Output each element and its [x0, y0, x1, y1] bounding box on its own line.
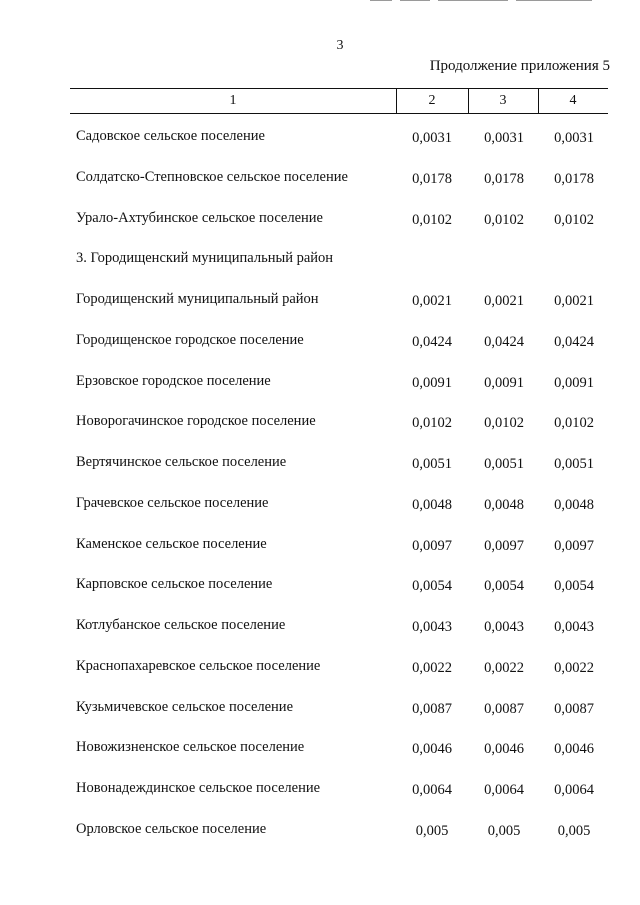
row-name: Городищенское городское поселение [76, 331, 304, 348]
row-value-col-4: 0,0051 [554, 456, 594, 472]
row-name: Солдатско-Степновское сельское поселение [76, 168, 348, 185]
row-value-col-2: 0,0022 [412, 659, 452, 676]
row-value-col-4: 0,0087 [554, 700, 594, 717]
table-row [0, 573, 640, 614]
table-row [0, 696, 640, 737]
scan-header-marks [360, 0, 600, 4]
row-value-col-3: 0,0051 [484, 456, 524, 472]
row-value-col-4: 0,0178 [554, 170, 594, 187]
row-value-col-3: 0,0021 [484, 293, 524, 309]
row-value-col-3: 0,0031 [484, 130, 524, 146]
table-row [0, 533, 640, 574]
row-value-col-3: 0,0091 [484, 374, 524, 391]
row-name: Садовское сельское поселение [76, 128, 265, 144]
row-name: Орловское сельское поселение [76, 820, 267, 837]
table-row [0, 492, 640, 533]
table-row [0, 288, 640, 329]
row-name: Новонадеждинское сельское поселение [76, 780, 321, 796]
row-value-col-2: 0,0048 [412, 496, 452, 513]
header-col-1: 1 [229, 93, 237, 108]
row-value-col-2: 0,0097 [412, 537, 452, 554]
row-value-col-4: 0,0102 [554, 211, 594, 228]
table-row [0, 207, 640, 248]
row-name: Котлубанское сельское поселение [76, 617, 286, 633]
table-row [0, 655, 640, 696]
row-value-col-3: 0,0102 [484, 211, 524, 228]
row-value-col-4: 0,0102 [554, 415, 594, 432]
row-value-col-3: 0,005 [487, 822, 521, 839]
row-name: Грачевское сельское поселение [76, 494, 269, 511]
row-value-col-2: 0,0424 [412, 333, 452, 350]
row-name: Новорогачинское городское поселение [76, 413, 316, 430]
row-value-col-2: 0,0087 [412, 700, 452, 717]
row-value-col-3: 0,0054 [484, 578, 524, 595]
row-value-col-4: 0,0091 [554, 374, 594, 391]
row-value-col-2: 0,0046 [412, 741, 452, 758]
row-value-col-3: 0,0046 [484, 741, 524, 758]
row-value-col-2: 0,0043 [412, 619, 452, 635]
row-name: Ерзовское городское поселение [76, 372, 271, 389]
row-value-col-4: 0,0022 [554, 659, 594, 676]
row-value-col-2: 0,0091 [412, 374, 452, 391]
row-value-col-4: 0,0097 [554, 537, 594, 554]
row-name: Краснопахаревское сельское поселение [76, 657, 321, 674]
row-value-col-3: 0,0048 [484, 496, 524, 513]
row-value-col-4: 0,0043 [554, 619, 594, 635]
row-value-col-3: 0,0097 [484, 537, 524, 554]
row-value-col-4: 0,0424 [554, 333, 594, 350]
table-header [70, 88, 608, 114]
row-name: Урало-Ахтубинское сельское поселение [76, 209, 323, 226]
table-row [0, 614, 640, 655]
header-col-3: 3 [499, 93, 507, 108]
row-value-col-2: 0,0064 [412, 782, 452, 798]
row-value-col-4: 0,0031 [554, 130, 594, 146]
row-value-col-3: 0,0064 [484, 782, 524, 798]
row-value-col-2: 0,005 [415, 822, 449, 839]
table-row [0, 736, 640, 777]
row-value-col-4: 0,0048 [554, 496, 594, 513]
continuation-label: Продолжение приложения 5 [429, 58, 610, 74]
row-value-col-2: 0,0178 [412, 170, 452, 187]
header-col-2: 2 [428, 93, 436, 108]
table-row [0, 247, 640, 288]
row-value-col-2: 0,0102 [412, 211, 452, 228]
row-name: Новожизненское сельское поселение [76, 739, 305, 756]
row-value-col-3: 0,0022 [484, 659, 524, 676]
row-name: Каменское сельское поселение [76, 535, 267, 552]
table-row [0, 777, 640, 818]
row-value-col-3: 0,0424 [484, 333, 524, 350]
table-row [0, 125, 640, 166]
table-row [0, 166, 640, 207]
row-value-col-2: 0,0031 [412, 130, 452, 146]
header-col-4: 4 [569, 93, 577, 108]
table-row [0, 329, 640, 370]
row-name: Вертячинское сельское поселение [76, 454, 287, 470]
row-value-col-2: 0,0054 [412, 578, 452, 595]
row-name: Карповское сельское поселение [76, 576, 273, 593]
row-value-col-4: 0,0046 [554, 741, 594, 758]
row-value-col-2: 0,0051 [412, 456, 452, 472]
table-row [0, 818, 640, 859]
row-value-col-4: 0,005 [557, 822, 591, 839]
row-value-col-2: 0,0021 [412, 293, 452, 309]
row-name: Городищенский муниципальный район [76, 291, 319, 307]
row-name: 3. Городищенский муниципальный район [76, 250, 334, 267]
row-value-col-3: 0,0087 [484, 700, 524, 717]
row-name: Кузьмичевское сельское поселение [76, 698, 294, 715]
table-row [0, 410, 640, 451]
row-value-col-2: 0,0102 [412, 415, 452, 432]
table-row [0, 451, 640, 492]
page-number: 3 [336, 38, 344, 53]
table-row [0, 370, 640, 411]
row-value-col-4: 0,0021 [554, 293, 594, 309]
row-value-col-3: 0,0102 [484, 415, 524, 432]
row-value-col-4: 0,0054 [554, 578, 594, 595]
row-value-col-3: 0,0043 [484, 619, 524, 635]
table-body [0, 125, 640, 859]
row-value-col-4: 0,0064 [554, 782, 594, 798]
row-value-col-3: 0,0178 [484, 170, 524, 187]
